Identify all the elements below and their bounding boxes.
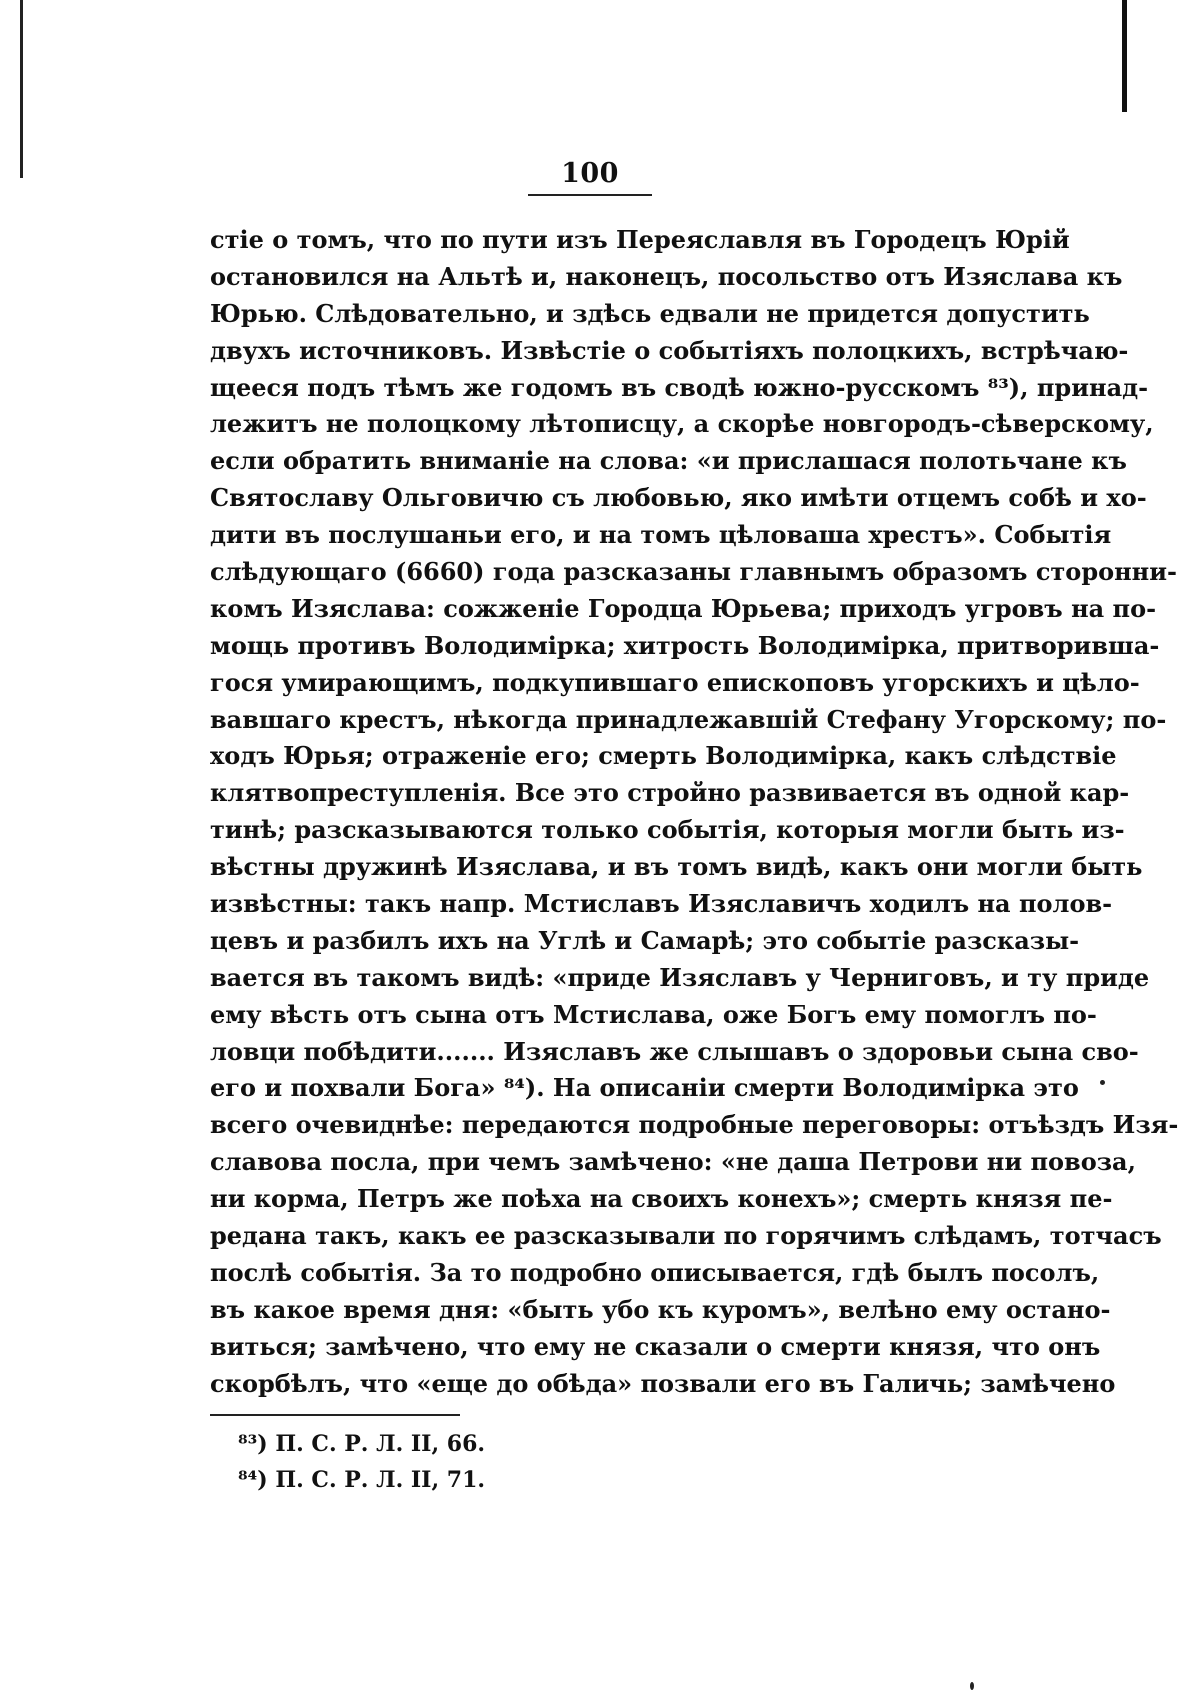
text-line: вается въ такомъ видѣ: «приде Изяславъ у Черниговъ, и ту приде (210, 962, 1150, 992)
scan-speck (1100, 1080, 1105, 1085)
text-line: Юрью. Слѣдовательно, и здѣсь едвали не придется допустить (210, 298, 1090, 328)
text-line: скорбѣлъ, что «еще до обѣда» позвали его въ Галичь; замѣчено (210, 1368, 1116, 1398)
text-line: редана такъ, какъ ее разсказывали по горячимъ слѣдамъ, тотчасъ (210, 1221, 1162, 1251)
text-line: двухъ источниковъ. Извѣстіе о событіяхъ полоцкихъ, встрѣчаю- (210, 335, 1129, 365)
text-line: послѣ событія. За то подробно описывается, гдѣ былъ посолъ, (210, 1257, 1100, 1287)
text-line: дити въ послушаньи его, и на томъ цѣловаша хрестъ». Событія (210, 520, 1112, 550)
text-line: ходъ Юрья; отраженіе его; смерть Володимірка, какъ слѣдствіе (210, 741, 1117, 771)
text-line: ни корма, Петръ же поѣха на своихъ конехъ»; смерть князя пе- (210, 1184, 1113, 1214)
footnote-83: ⁸³) П. С. Р. Л. II, 66. (238, 1431, 486, 1457)
text-line: въ какое время дня: «быть убо къ куромъ», велѣно ему остано- (210, 1294, 1111, 1324)
text-line: тинѣ; разсказываются только событія, которыя могли быть из- (210, 815, 1125, 845)
text-line: мощь противъ Володимірка; хитрость Володимірка, притворивша- (210, 630, 1160, 660)
text-line: клятвопреступленія. Все это стройно развивается въ одной кар- (210, 778, 1130, 808)
scan-edge-right (1122, 0, 1127, 112)
text-line: вѣстны дружинѣ Изяслава, и въ томъ видѣ, какъ они могли быть (210, 852, 1143, 882)
text-line: его и похвали Бога» ⁸⁴). На описаніи смерти Володимірка это (210, 1073, 1079, 1103)
scan-speck (970, 1682, 974, 1690)
scan-edge-left (20, 0, 23, 178)
body-text (210, 222, 1178, 1403)
footnote-84: ⁸⁴) П. С. Р. Л. II, 71. (238, 1467, 486, 1493)
text-line: ловци побѣдити....... Изяславъ же слышавъ о здоровьи сына сво- (210, 1036, 1139, 1066)
text-line: лежитъ не полоцкому лѣтописцу, а скорѣе новгородъ-сѣверскому, (210, 409, 1154, 439)
text-line: слѣдующаго (6660) года разсказаны главнымъ образомъ сторонни- (210, 557, 1177, 587)
text-line: всего очевиднѣе: передаются подробные переговоры: отъѣздъ Изя- (210, 1110, 1178, 1140)
text-line: гося умирающимъ, подкупившаго епископовъ угорскихъ и цѣло- (210, 667, 1140, 697)
text-line: Святославу Ольговичю съ любовью, яко имѣти отцемъ собѣ и хо- (210, 483, 1147, 513)
text-line: если обратить вниманіе на слова: «и прислашася полотьчане къ (210, 446, 1127, 476)
text-line: извѣстны: такъ напр. Мстиславъ Изяславичъ ходилъ на полов- (210, 889, 1113, 919)
text-line: комъ Изяслава: сожженіе Городца Юрьева; приходъ угровъ на по- (210, 593, 1157, 623)
footnotes (238, 1426, 485, 1498)
text-line: цевъ и разбилъ ихъ на Углѣ и Самарѣ; это событіе разсказы- (210, 925, 1080, 955)
text-line: славова посла, при чемъ замѣчено: «не даша Петрови ни повоза, (210, 1147, 1136, 1177)
text-line: виться; замѣчено, что ему не сказали о смерти князя, что онъ (210, 1331, 1101, 1361)
text-line: стіе о томъ, что по пути изъ Переяславля въ Городецъ Юрій (210, 225, 1070, 254)
text-line: щееся подъ тѣмъ же годомъ въ сводѣ южно-русскомъ ⁸³), принад- (210, 372, 1149, 402)
text-line: ему вѣсть отъ сына отъ Мстислава, оже Богъ ему помоглъ по- (210, 999, 1097, 1029)
text-line: остановился на Альтѣ и, наконецъ, посольство отъ Изяслава къ (210, 261, 1123, 291)
page-number: 100 (561, 158, 619, 189)
footnote-separator (210, 1414, 460, 1416)
page-number-underline (528, 194, 652, 196)
text-line: вавшаго крестъ, нѣкогда принадлежавшій Стефану Угорскому; по- (210, 704, 1167, 734)
